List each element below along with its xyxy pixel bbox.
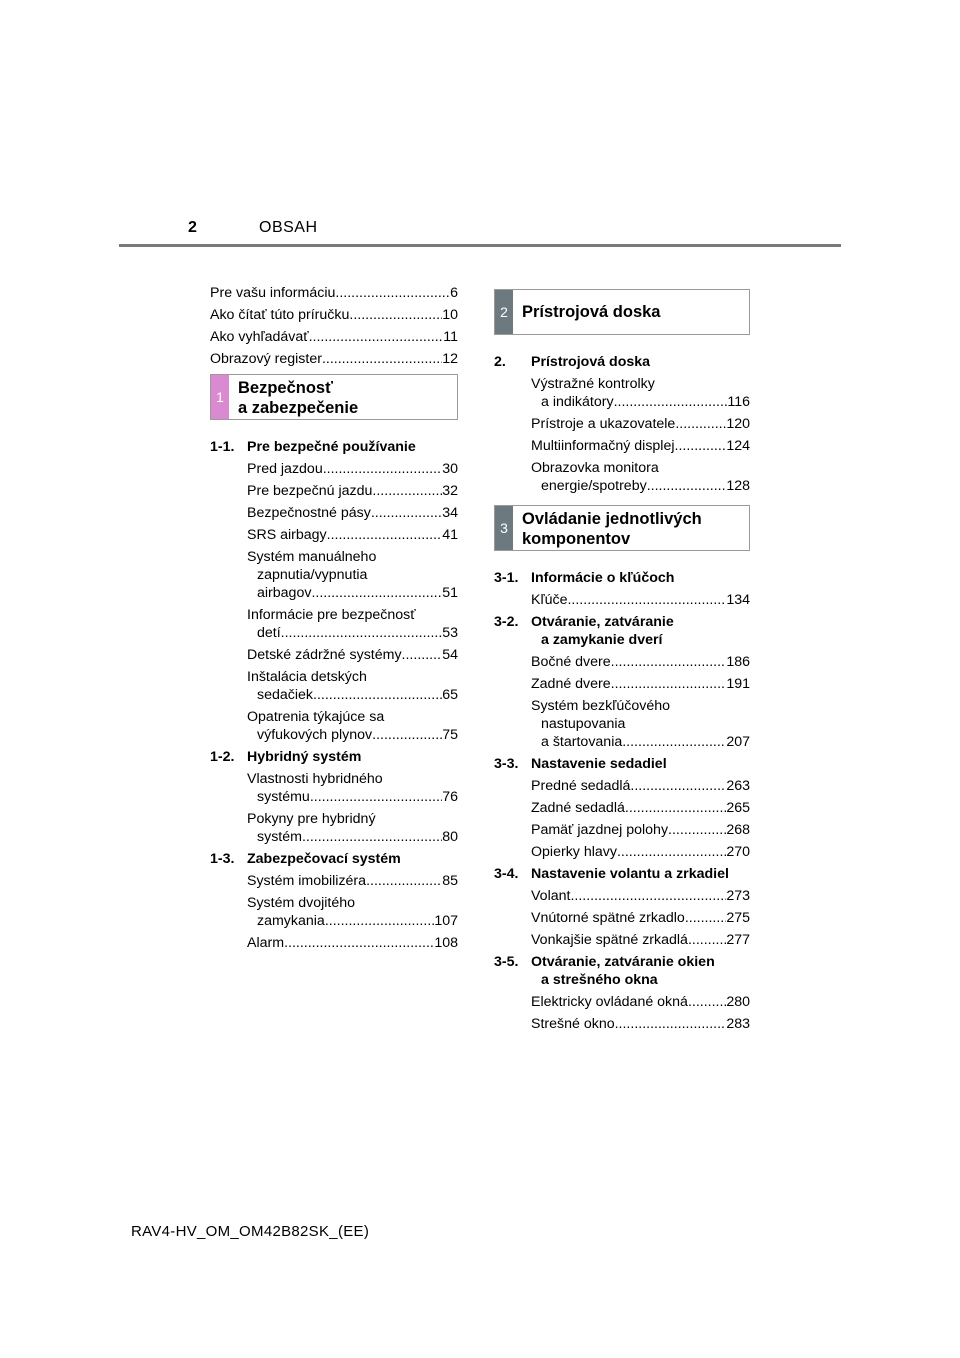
page-header <box>0 0 960 250</box>
toc-entry[interactable]: Systém imobilizéra ..... 85 <box>210 872 458 890</box>
section-1-3[interactable]: 1-3. Zabezpečovací systém <box>210 851 401 867</box>
toc-entry[interactable]: Inštalácia detských sedačiek ..... 65 <box>210 668 458 704</box>
dot-leader <box>625 799 726 817</box>
chapter-2-box[interactable] <box>494 289 750 335</box>
dot-leader <box>617 843 726 861</box>
toc-entry[interactable]: Obrazový register ..... 12 <box>210 350 458 368</box>
toc-entry[interactable]: Ako čítať túto príručku ..... 10 <box>210 306 458 324</box>
section-3-4[interactable]: 3-4. Nastavenie volantu a zrkadiel <box>494 866 729 882</box>
dot-leader <box>349 306 442 324</box>
dot-leader <box>309 328 444 346</box>
dot-leader <box>685 909 727 927</box>
toc-entry[interactable]: Strešné okno ..... 283 <box>494 1015 750 1033</box>
toc-entry[interactable]: Bezpečnostné pásy ..... 34 <box>210 504 458 522</box>
toc-entry[interactable]: Opatrenia týkajúce sa výfukových plynov ..... 75 <box>210 708 458 744</box>
toc-entry[interactable]: Multiinformačný displej ..... 124 <box>494 437 750 455</box>
toc-entry[interactable]: Pre vašu informáciu ..... 6 <box>210 284 458 302</box>
dot-leader <box>675 437 727 455</box>
document-code: RAV4-HV_OM_OM42B82SK_(EE) <box>131 1223 370 1240</box>
toc-entry[interactable]: Systém manuálneho zapnutia/vypnutia airbagov ..... 51 <box>210 548 458 602</box>
toc-entry[interactable]: Vonkajšie spätné zrkadlá ..... 277 <box>494 931 750 949</box>
dot-leader <box>372 482 442 500</box>
toc-entry[interactable]: Informácie pre bezpečnosť detí ..... 53 <box>210 606 458 642</box>
dot-leader <box>281 624 443 642</box>
toc-entry[interactable]: Obrazovka monitora energie/spotreby ..... 128 <box>494 459 750 495</box>
dot-leader <box>302 828 442 846</box>
toc-entry[interactable]: Detské zádržné systémy ..... 54 <box>210 646 458 664</box>
chapter-1-title: Bezpečnosť a zabezpečenie <box>238 379 359 417</box>
toc-entry[interactable]: Predné sedadlá ..... 263 <box>494 777 750 795</box>
dot-leader <box>570 887 726 905</box>
dot-leader <box>688 931 726 949</box>
toc-entry[interactable]: Výstražné kontrolky a indikátory ..... 116 <box>494 375 750 411</box>
section-2[interactable]: 2. Prístrojová doska <box>494 354 651 370</box>
toc-entry[interactable]: Prístroje a ukazovatele ..... 120 <box>494 415 750 433</box>
toc-entry[interactable]: Zadné dvere ..... 191 <box>494 675 750 693</box>
toc-entry[interactable]: Kľúče ..... 134 <box>494 591 750 609</box>
chapter-1-tab: 1 <box>211 375 229 419</box>
dot-leader <box>688 993 726 1011</box>
section-3-1[interactable]: 3-1. Informácie o kľúčoch <box>494 570 675 586</box>
dot-leader <box>647 477 727 495</box>
dot-leader <box>311 584 442 602</box>
toc-right-column <box>494 289 750 1037</box>
header-rule <box>119 244 841 247</box>
dot-leader <box>630 777 726 795</box>
toc-entry[interactable]: Alarm ..... 108 <box>210 934 458 952</box>
toc-entry[interactable]: Volant ..... 273 <box>494 887 750 905</box>
dot-leader <box>335 284 450 302</box>
dot-leader <box>675 415 726 433</box>
toc-left-column <box>210 284 458 956</box>
toc-entry[interactable]: Zadné sedadlá ..... 265 <box>494 799 750 817</box>
section-1-1[interactable]: 1-1. Pre bezpečné používanie <box>210 439 416 455</box>
toc-entry[interactable]: Vlastnosti hybridného systému ..... 76 <box>210 770 458 806</box>
dot-leader <box>611 653 727 671</box>
dot-leader <box>622 733 726 751</box>
toc-entry[interactable]: Bočné dvere ..... 186 <box>494 653 750 671</box>
chapter-2-title: Prístrojová doska <box>522 303 661 321</box>
chapter-2-tab: 2 <box>495 290 513 334</box>
dot-leader <box>615 1015 727 1033</box>
dot-leader <box>323 460 443 478</box>
dot-leader <box>310 788 442 806</box>
dot-leader <box>325 912 435 930</box>
toc-entry[interactable]: Pokyny pre hybridný systém ..... 80 <box>210 810 458 846</box>
dot-leader <box>322 350 442 368</box>
section-3-2[interactable]: 3-2. Otváranie, zatváranie a zamykanie dverí <box>494 614 674 648</box>
dot-leader <box>366 872 442 890</box>
toc-entry[interactable]: Pred jazdou ..... 30 <box>210 460 458 478</box>
chapter-3-box[interactable] <box>494 505 750 551</box>
toc-entry[interactable]: Pre bezpečnú jazdu ..... 32 <box>210 482 458 500</box>
section-3-5[interactable]: 3-5. Otváranie, zatváranie okien a strešného okna <box>494 954 715 988</box>
dot-leader <box>402 646 443 664</box>
chapter-1-box[interactable] <box>210 374 458 420</box>
dot-leader <box>668 821 726 839</box>
toc-entry[interactable]: SRS airbagy ..... 41 <box>210 526 458 544</box>
toc-entry[interactable]: Systém dvojitého zamykania ..... 107 <box>210 894 458 930</box>
toc-entry[interactable]: Vnútorné spätné zrkadlo ..... 275 <box>494 909 750 927</box>
section-1-2[interactable]: 1-2. Hybridný systém <box>210 749 362 765</box>
dot-leader <box>567 591 726 609</box>
section-3-3[interactable]: 3-3. Nastavenie sedadiel <box>494 756 667 772</box>
toc-entry[interactable]: Pamäť jazdnej polohy ..... 268 <box>494 821 750 839</box>
toc-entry[interactable]: Ako vyhľadávať ..... 11 <box>210 328 458 346</box>
dot-leader <box>313 686 442 704</box>
chapter-3-title: Ovládanie jednotlivých komponentov <box>522 510 702 548</box>
header-title: OBSAH <box>259 219 318 236</box>
chapter-3-tab: 3 <box>495 506 513 550</box>
toc-entry[interactable]: Elektricky ovládané okná ..... 280 <box>494 993 750 1011</box>
dot-leader <box>611 675 727 693</box>
toc-entry[interactable]: Opierky hlavy ..... 270 <box>494 843 750 861</box>
toc-entry[interactable]: Systém bezkľúčového nastupovania a štartovania ..... 207 <box>494 697 750 751</box>
dot-leader <box>327 526 443 544</box>
dot-leader <box>372 726 442 744</box>
dot-leader <box>614 393 728 411</box>
page-number: 2 <box>188 219 197 236</box>
dot-leader <box>284 934 434 952</box>
dot-leader <box>371 504 442 522</box>
